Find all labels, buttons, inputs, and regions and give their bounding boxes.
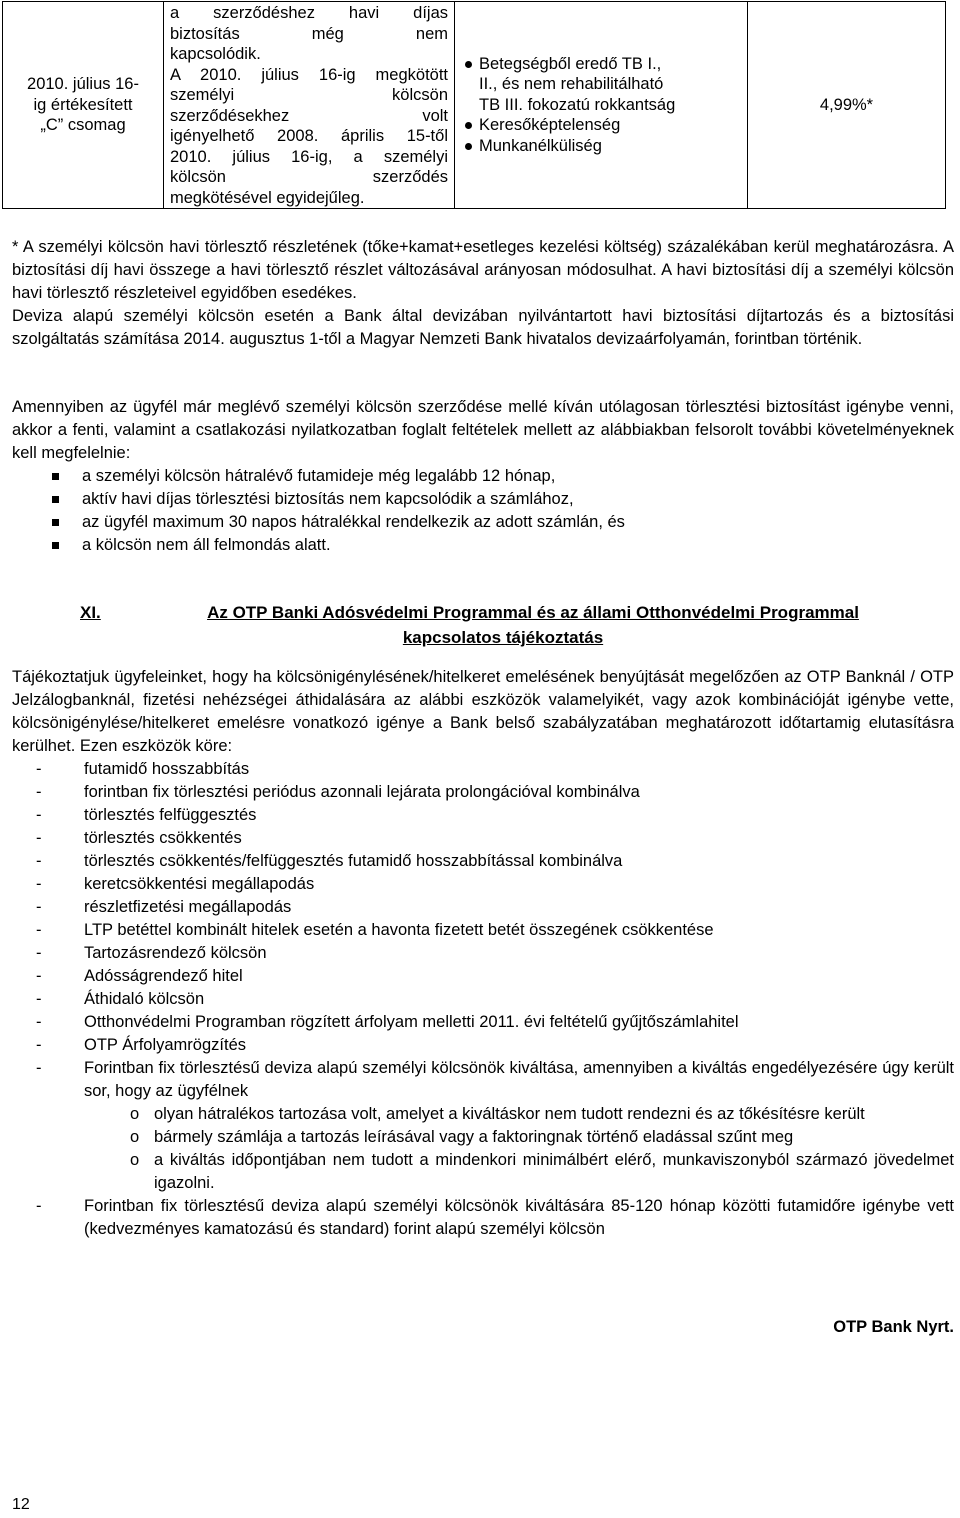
risks-list <box>461 54 747 157</box>
list-item <box>12 942 954 965</box>
package-cell <box>3 2 164 209</box>
conditions-line: megkötésével egyidejűleg. <box>170 188 365 207</box>
section-number: XI. <box>80 603 101 622</box>
conditions-line: 2010. július 16-ig, a személyi <box>170 147 448 166</box>
conditions-line: kapcsolódik. <box>170 45 261 63</box>
bullet-icon <box>465 122 472 129</box>
conditions-line: a szerződéshez havi díjas <box>170 4 448 22</box>
sub-list-item <box>84 1149 954 1195</box>
list-item-text: a személyi kölcsön hátralévő futamideje még legalább 12 hónap, <box>82 467 556 485</box>
square-bullet-icon <box>52 519 59 526</box>
table-row <box>3 2 946 209</box>
list-item <box>461 54 747 116</box>
list-item-text: keretcsökkentési megállapodás <box>84 875 315 893</box>
list-item-text: a kiváltás időpontjában nem tudott a mindenkori minimálbért elérő, munkaviszonyból származó jövedelmet igazolni. <box>154 1151 954 1192</box>
list-item-text: forintban fix törlesztési periódus azonnali lejárata prolongációval kombinálva <box>84 783 640 801</box>
list-item-text: törlesztés csökkentés/felfüggesztés futamidő hosszabbítással kombinálva <box>84 852 623 870</box>
package-line: 2010. július 16- <box>27 75 139 94</box>
dash-bullet: - <box>36 875 42 893</box>
risk-line: Betegségből eredő TB I., <box>479 54 662 73</box>
dash-bullet: - <box>36 806 42 824</box>
dash-bullet: - <box>36 1013 42 1031</box>
dash-bullet: - <box>36 829 42 847</box>
section-heading <box>12 600 954 650</box>
dash-bullet: - <box>36 921 42 939</box>
square-bullet-icon <box>52 496 59 503</box>
list-item-text: törlesztés felfüggesztés <box>84 806 257 824</box>
requirements-list <box>12 465 954 557</box>
risk-line: TB III. fokozatú rokkantság <box>479 95 676 114</box>
conditions-line: kölcsön szerződés <box>170 168 448 186</box>
requirements-section <box>12 396 954 557</box>
list-item <box>12 1034 954 1057</box>
conditions-cell <box>164 2 455 209</box>
list-item-text: OTP Árfolyamrögzítés <box>84 1036 246 1054</box>
list-item <box>12 465 954 488</box>
list-item-text: Áthidaló kölcsön <box>84 990 205 1008</box>
footnote-text: Deviza alapú személyi kölcsön esetén a Bank által devizában nyilvántartott havi biztosítási díjtartozás és a biztosítási szolgáltatás számítása 2014. augusztus 1-től a Magyar Nemzeti Bank hivatalos devizaárfolyamán, forintban történik. <box>12 307 954 348</box>
footnote <box>12 236 954 351</box>
list-item <box>461 136 747 157</box>
conditions-line: személyi kölcsön <box>170 86 448 104</box>
square-bullet-icon <box>52 473 59 480</box>
list-item <box>12 488 954 511</box>
dash-bullet: - <box>36 990 42 1008</box>
section-title: Az OTP Banki Adósvédelmi Programmal és az állami Otthonvédelmi Programmal <box>207 603 859 622</box>
list-item <box>12 758 954 781</box>
list-item <box>12 873 954 896</box>
list-item <box>12 511 954 534</box>
list-item-text: Adósságrendező hitel <box>84 967 243 985</box>
list-item-text: olyan hátralékos tartozása volt, amelyet a kiváltáskor nem tudott rendezni és az tőkésítésre került <box>154 1105 865 1123</box>
list-item <box>12 1195 954 1241</box>
dash-bullet: - <box>36 783 42 801</box>
list-item-text: Tartozásrendező kölcsön <box>84 944 267 962</box>
dash-bullet: - <box>36 944 42 962</box>
dash-bullet: - <box>36 760 42 778</box>
risk-line: Keresőképtelenség <box>479 116 621 135</box>
circle-bullet: o <box>130 1128 140 1146</box>
list-item-text: Forintban fix törlesztésű deviza alapú személyi kölcsönök kiváltása, amennyiben a kiváltás engedélyezésére úgy került sor, hogy az ügyfélnek <box>84 1059 954 1100</box>
dash-bullet: - <box>36 967 42 985</box>
footnote-text: * A személyi kölcsön havi törlesztő részletének (tőke+kamat+esetleges kezelési költség) százalékában kerül meghatározásra. A biztosítási díj havi összege a havi törlesztő részlet változásával arányosan módosulhat. A havi biztosítási díj a személyi kölcsön havi törlesztő részleteivel egyidőben esedékes. <box>12 238 954 302</box>
list-item-text: az ügyfél maximum 30 napos hátralékkal rendelkezik az adott számlán, és <box>82 513 625 531</box>
list-item-text: részletfizetési megállapodás <box>84 898 292 916</box>
list-item-text: a kölcsön nem áll felmondás alatt. <box>82 536 331 554</box>
list-item-text: futamidő hosszabbítás <box>84 760 250 778</box>
list-item <box>12 781 954 804</box>
list-item <box>12 896 954 919</box>
list-item <box>12 1011 954 1034</box>
insurance-table <box>2 1 946 209</box>
tools-intro: Tájékoztatjuk ügyfeleinket, hogy ha kölcsönigénylésének/hitelkeret emelésének benyújtását megelőzően az OTP Banknál / OTP Jelzálogbanknál, fizetési nehézségei áthidalására az alábbi eszközök valamelyikét, vagy azok kombinációját igénybe vette, kölcsönigénylése/hitelkeret emelésre vonatkozó igénye a Bank belső szabályzatában meghatározott időtartamig elutasításra kerülhet. Ezen eszközök köre: <box>12 668 954 755</box>
list-item <box>12 534 954 557</box>
risk-line: II., és nem rehabilitálható <box>479 75 664 94</box>
list-item-text: Otthonvédelmi Programban rögzített árfolyam melletti 2011. évi feltételű gyűjtőszámlahitel <box>84 1013 739 1031</box>
tools-list <box>12 758 954 1241</box>
bullet-icon <box>465 61 472 68</box>
list-item-text: Forintban fix törlesztésű deviza alapú személyi kölcsönök kiváltására 85-120 hónap közötti futamidőre igénybe vett (kedvezményes kamatozású és standard) forint alapú személyi kölcsön <box>84 1197 954 1238</box>
list-item <box>12 827 954 850</box>
package-line: ig értékesített <box>33 95 133 114</box>
package-line: „C” csomag <box>40 116 126 135</box>
conditions-line: biztosítás még nem <box>170 24 448 43</box>
risks-cell <box>455 2 748 209</box>
conditions-line: A 2010. július 16-ig megkötött <box>170 65 448 84</box>
page-number: 12 <box>12 1496 30 1513</box>
dash-bullet: - <box>36 1059 42 1077</box>
dash-bullet: - <box>36 852 42 870</box>
tools-section <box>12 666 954 1241</box>
sub-list-item <box>84 1103 954 1126</box>
risk-line: Munkanélküliség <box>479 136 602 155</box>
requirements-intro: Amennyiben az ügyfél már meglévő személyi kölcsön szerződése mellé kíván utólagosan törlesztési biztosítást igénybe venni, akkor a fenti, valamint a csatlakozási nyilatkozatban foglalt feltételek mellett az alábbiakban felsorolt további követelményeknek kell megfelelnie: <box>12 398 954 462</box>
sub-list <box>84 1103 954 1195</box>
signature: OTP Bank Nyrt. <box>833 1318 954 1336</box>
square-bullet-icon <box>52 542 59 549</box>
list-item <box>12 919 954 942</box>
dash-bullet: - <box>36 898 42 916</box>
sub-list-item <box>84 1126 954 1149</box>
list-item <box>12 988 954 1011</box>
list-item <box>12 850 954 873</box>
circle-bullet: o <box>130 1151 140 1169</box>
bullet-icon <box>465 143 472 150</box>
dash-bullet: - <box>36 1036 42 1054</box>
dash-bullet: - <box>36 1197 42 1215</box>
list-item <box>12 1057 954 1195</box>
circle-bullet: o <box>130 1105 140 1123</box>
rate-cell: 4,99%* <box>748 2 946 209</box>
list-item <box>461 115 747 136</box>
list-item-text: bármely számlája a tartozás leírásával vagy a faktoringnak történő eladással szűnt meg <box>154 1128 794 1146</box>
conditions-line: igényelhető 2008. április 15-től <box>170 127 448 145</box>
section-title: kapcsolatos tájékoztatás <box>402 628 604 647</box>
list-item <box>12 804 954 827</box>
list-item-text: aktív havi díjas törlesztési biztosítás nem kapcsolódik a számlához, <box>82 490 574 508</box>
list-item <box>12 965 954 988</box>
conditions-line: szerződésekhez volt <box>170 106 448 125</box>
list-item-text: törlesztés csökkentés <box>84 829 242 847</box>
list-item-text: LTP betéttel kombinált hitelek esetén a havonta fizetett betét összegének csökkentése <box>84 921 714 939</box>
